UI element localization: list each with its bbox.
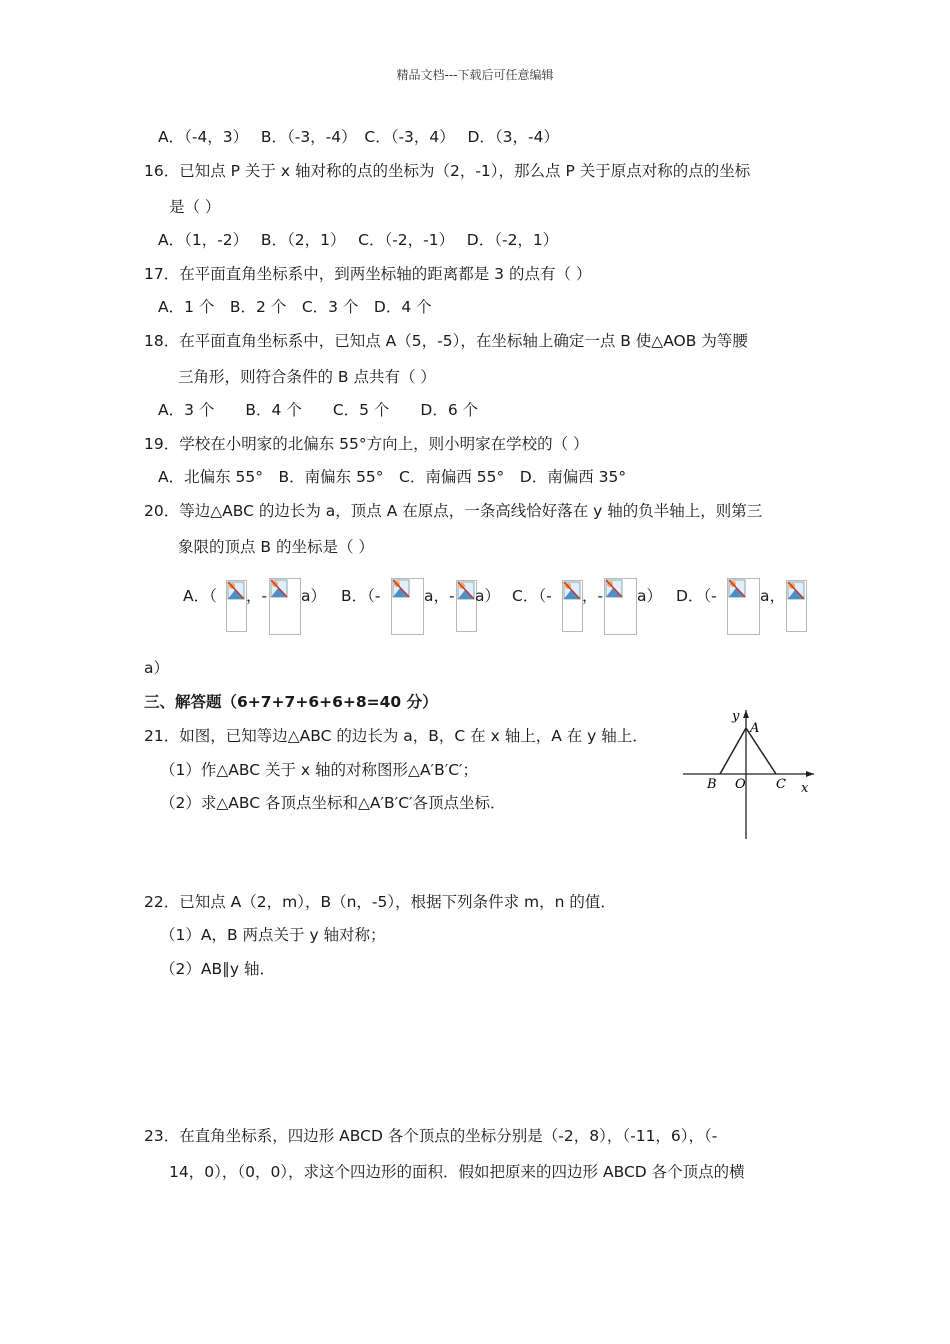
q23-text-line2: 14，0），（0，0），求这个四边形的面积．假如把原来的四边形 ABCD 各个顶点的横 (169, 1163, 745, 1181)
q20-option-b-end: a） (475, 587, 500, 605)
q20-option-a-label: A．（ (183, 587, 217, 605)
q20-option-b-sep: a，- (424, 587, 455, 605)
q20-option-c-sep: ，- (582, 587, 604, 605)
broken-image-icon (269, 578, 301, 635)
broken-image-icon (604, 578, 637, 635)
q22-text: 22．已知点 A（2，m），B（n，-5），根据下列条件求 m，n 的值． (144, 893, 616, 911)
q20-option-c-label: C．（- (512, 587, 552, 605)
figure-label-b: B (707, 777, 717, 792)
triangle-figure (680, 706, 820, 842)
broken-image-icon (226, 580, 247, 632)
q19-text: 19．学校在小明家的北偏东 55°方向上，则小明家在学校的（ ） (144, 435, 589, 453)
q21-part2: （2）求△ABC 各顶点坐标和△A′B′C′各顶点坐标． (160, 794, 506, 812)
broken-image-icon (727, 578, 760, 635)
q20-option-a-end: a） (301, 587, 326, 605)
q18-text-line1: 18．在平面直角坐标系中，已知点 A（5，-5），在坐标轴上确定一点 B 使△AOB 为等腰 (144, 332, 748, 350)
q20-option-c-end: a） (637, 587, 662, 605)
figure-label-o: O (735, 777, 746, 792)
q15-options: A．（-4，3） B．（-3，-4） C．（-3，4） D．（3，-4） (158, 128, 559, 146)
q22-part2: （2）AB∥y 轴． (160, 960, 275, 978)
q18-options: A．3 个 B．4 个 C．5 个 D．6 个 (158, 401, 479, 419)
broken-image-icon (562, 580, 583, 632)
q20-text-line2: 象限的顶点 B 的坐标是（ ） (178, 538, 374, 556)
q20-option-d-label: D．（- (676, 587, 717, 605)
q20-option-d-tail: a） (144, 659, 169, 677)
q23-text-line1: 23．在直角坐标系，四边形 ABCD 各个顶点的坐标分别是（-2，8），（-11，6），（- (144, 1127, 718, 1145)
q16-text-line2: 是（ ） (169, 198, 221, 216)
q17-text: 17．在平面直角坐标系中，到两坐标轴的距离都是 3 的点有（ ） (144, 265, 592, 283)
broken-image-icon (786, 580, 807, 632)
q22-part1: （1）A，B 两点关于 y 轴对称； (160, 926, 386, 944)
figure-label-x: x (801, 781, 809, 796)
figure-label-y: y (732, 709, 740, 724)
q19-options: A．北偏东 55° B．南偏东 55° C．南偏西 55° D．南偏西 35° (158, 468, 627, 486)
q17-options: A．1 个 B．2 个 C．3 个 D．4 个 (158, 298, 432, 316)
q16-options: A．（1，-2） B．（2，1） C．（-2，-1） D．（-2，1） (158, 231, 559, 249)
q18-text-line2: 三角形，则符合条件的 B 点共有（ ） (178, 368, 436, 386)
figure-label-c: C (776, 777, 786, 792)
q20-option-d-sep: a， (760, 587, 785, 605)
q20-text-line1: 20．等边△ABC 的边长为 a，顶点 A 在原点，一条高线恰好落在 y 轴的负半轴上，则第三 (144, 502, 763, 520)
q16-text-line1: 16．已知点 P 关于 x 轴对称的点的坐标为（2，-1），那么点 P 关于原点对称的点的坐标 (144, 162, 751, 180)
q20-option-b-label: B．（- (341, 587, 381, 605)
q21-text: 21．如图，已知等边△ABC 的边长为 a，B，C 在 x 轴上，A 在 y 轴上． (144, 727, 648, 745)
broken-image-icon (456, 580, 477, 632)
page-header: 精品文档---下载后可任意编辑 (396, 68, 554, 82)
figure-label-a: A (750, 721, 760, 736)
broken-image-icon (391, 578, 424, 635)
q20-option-a-sep: ，- (246, 587, 268, 605)
q21-part1: （1）作△ABC 关于 x 轴的对称图形△A′B′C′； (160, 761, 479, 779)
section-heading: 三、解答题（6+7+7+6+6+8=40 分） (144, 693, 438, 711)
